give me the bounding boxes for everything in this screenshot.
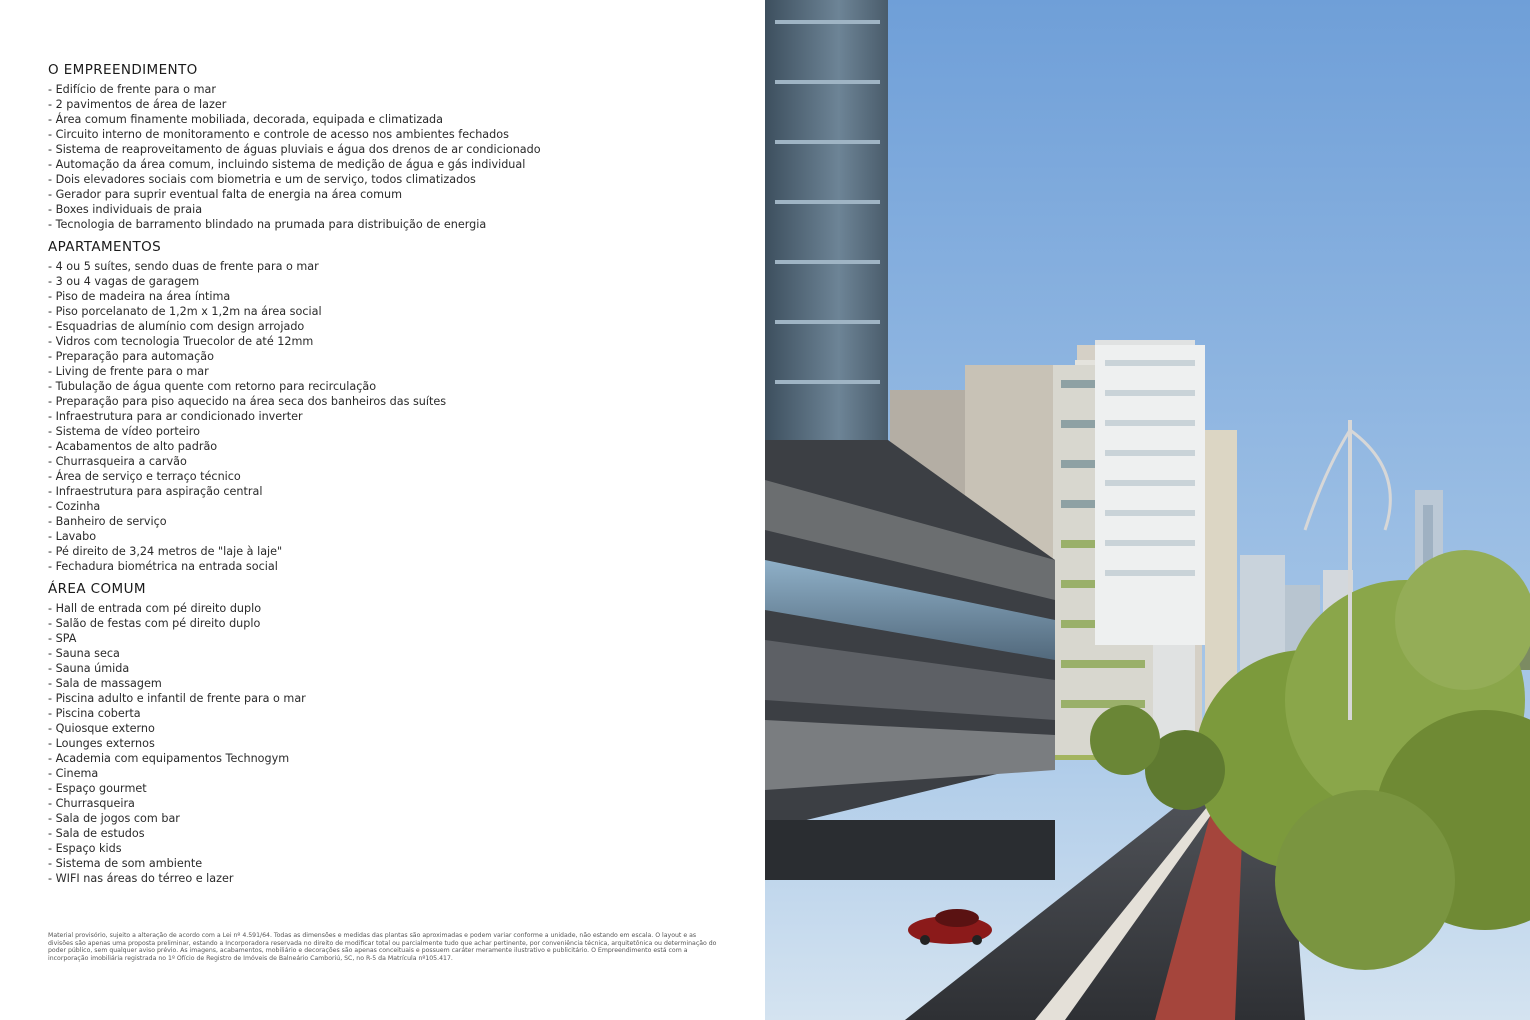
- list-item: - Sauna úmida: [48, 662, 130, 675]
- list-item: - Quiosque externo: [48, 722, 155, 735]
- list-item: - Lounges externos: [48, 737, 155, 750]
- list-item: - Sistema de reaproveitamento de águas pluviais e água dos drenos de ar condicionado: [48, 143, 541, 156]
- list-item: - Dois elevadores sociais com biometria e um de serviço, todos climatizados: [48, 173, 476, 186]
- list-item: - 2 pavimentos de área de lazer: [48, 98, 227, 111]
- list-item: - Sauna seca: [48, 647, 120, 660]
- list-item: - Gerador para suprir eventual falta de energia na área comum: [48, 188, 403, 201]
- list-item: - Piscina adulto e infantil de frente para o mar: [48, 692, 306, 705]
- list-item: - Sala de jogos com bar: [48, 812, 180, 825]
- list-item: - Preparação para automação: [48, 350, 214, 363]
- list-item: - Churrasqueira a carvão: [48, 455, 187, 468]
- list-item: - Academia com equipamentos Technogym: [48, 752, 290, 765]
- list-item: - Lavabo: [48, 530, 97, 543]
- list-item: - Cinema: [48, 767, 99, 780]
- list-item: - Piso porcelanato de 1,2m x 1,2m na área social: [48, 305, 322, 318]
- list-item: - Salão de festas com pé direito duplo: [48, 617, 261, 630]
- list-item: - Espaço kids: [48, 842, 122, 855]
- list-item: - SPA: [48, 632, 77, 645]
- list-item: - Fechadura biométrica na entrada social: [48, 560, 278, 573]
- list-item: - Piso de madeira na área íntima: [48, 290, 231, 303]
- list-item: - Tecnologia de barramento blindado na prumada para distribuição de energia: [48, 218, 487, 231]
- list-item: - Vidros com tecnologia Truecolor de até 12mm: [48, 335, 314, 348]
- main-tower: [765, 0, 888, 440]
- list-item: - Infraestrutura para ar condicionado inverter: [48, 410, 303, 423]
- list-item: - Hall de entrada com pé direito duplo: [48, 602, 262, 615]
- list-item: - Boxes individuais de praia: [48, 203, 203, 216]
- list-item: - Sistema de vídeo porteiro: [48, 425, 200, 438]
- section-title: APARTAMENTOS: [48, 239, 162, 255]
- feature-items: [48, 601, 728, 886]
- list-item: - Esquadrias de alumínio com design arrojado: [48, 320, 305, 333]
- list-item: - Infraestrutura para aspiração central: [48, 485, 263, 498]
- list-item: - Churrasqueira: [48, 797, 135, 810]
- list-item: - Piscina coberta: [48, 707, 141, 720]
- list-item: - Edifício de frente para o mar: [48, 83, 216, 96]
- list-item: - Cozinha: [48, 500, 101, 513]
- list-item: - WIFI nas áreas do térreo e lazer: [48, 872, 234, 885]
- street-scene-illustration: [765, 0, 1530, 1020]
- list-item: - Banheiro de serviço: [48, 515, 167, 528]
- list-item: - Área comum finamente mobiliada, decorada, equipada e climatizada: [48, 113, 444, 126]
- list-item: - Tubulação de água quente com retorno para recirculação: [48, 380, 377, 393]
- building-rendering: [765, 0, 1530, 1020]
- section-empreendimento: [48, 61, 728, 232]
- section-title: O EMPREENDIMENTO: [48, 62, 198, 78]
- section-area-comum: [48, 580, 728, 886]
- list-item: - Espaço gourmet: [48, 782, 147, 795]
- list-item: - Acabamentos de alto padrão: [48, 440, 218, 453]
- list-item: - Pé direito de 3,24 metros de "laje à laje": [48, 545, 283, 558]
- feature-list: [48, 61, 728, 892]
- section-apartamentos: [48, 238, 728, 574]
- list-item: - Circuito interno de monitoramento e controle de acesso nos ambientes fechados: [48, 128, 509, 141]
- list-item: - Preparação para piso aquecido na área seca dos banheiros das suítes: [48, 395, 447, 408]
- list-item: - 3 ou 4 vagas de garagem: [48, 275, 200, 288]
- white-tower: [1095, 345, 1205, 645]
- list-item: - Sala de massagem: [48, 677, 162, 690]
- section-title: ÁREA COMUM: [48, 581, 146, 597]
- legal-disclaimer: Material provisório, sujeito a alteração de acordo com a Lei nº 4.591/64. Todas as dimensões e medidas das plantas são aproximadas e podem variar conforme a unidade, não estando em escala. O layout e as divisões são apenas uma proposta preliminar, estando a Incorporadora reservada no direito de modificar total ou parcialmente tudo que achar pertinente, por conveniência técnica, arquitetônica ou determinação do poder público, sem qualquer aviso prévio. As imagens, acabamentos, mobiliário e decorações são apenas conceituais e possuem caráter meramente ilustrativo e publicitário. O Empreendimento está com a incorporação imobiliária registrada no 1º Ofício de Registro de Imóveis de Balneário Camboriú, SC, no R-5 da Matrícula nº105.417.: [48, 932, 717, 962]
- list-item: - 4 ou 5 suítes, sendo duas de frente para o mar: [48, 260, 319, 273]
- feature-items: [48, 259, 728, 574]
- feature-items: [48, 82, 728, 232]
- list-item: - Sistema de som ambiente: [48, 857, 203, 870]
- list-item: - Sala de estudos: [48, 827, 145, 840]
- list-item: - Área de serviço e terraço técnico: [48, 470, 241, 483]
- list-item: - Automação da área comum, incluindo sistema de medição de água e gás individual: [48, 158, 526, 171]
- list-item: - Living de frente para o mar: [48, 365, 209, 378]
